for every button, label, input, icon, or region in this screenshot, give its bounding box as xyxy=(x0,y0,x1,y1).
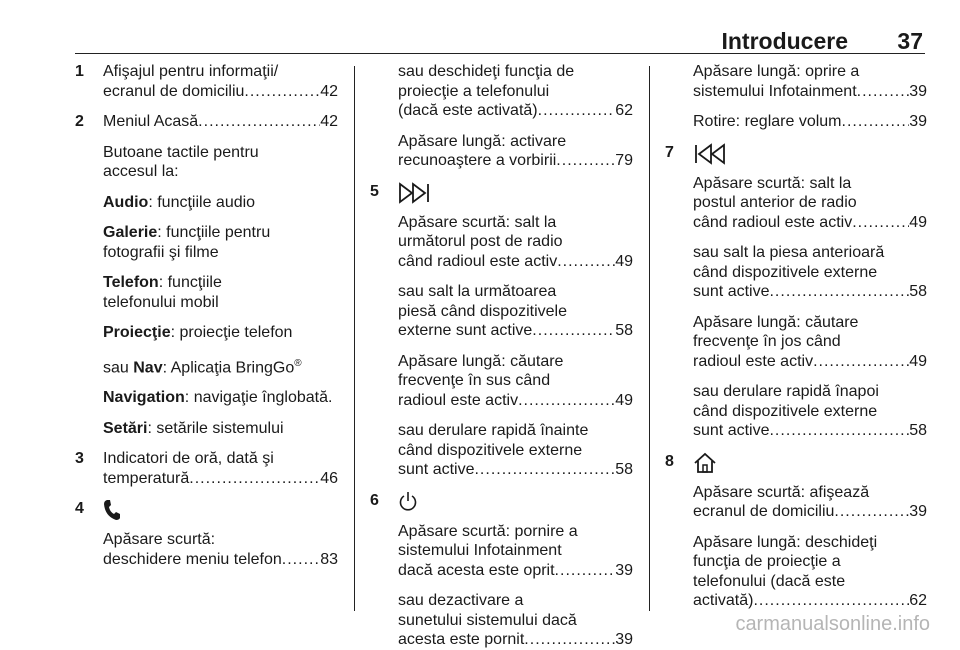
page-ref: 49 xyxy=(615,252,633,270)
column-1 xyxy=(75,62,338,580)
entry-2 xyxy=(75,112,338,132)
toc-line: recunoaştere a vorbirii ..... 79 xyxy=(398,151,633,171)
toc-line: Rotire: reglare volum ..... 39 xyxy=(693,112,927,132)
page-ref: 79 xyxy=(615,152,633,169)
toc-line: activată) ..... 62 xyxy=(693,591,927,611)
label-nav: Nav xyxy=(133,358,163,376)
entry-4: 4 Apăsare scurtă: deschidere meniu telefon ..... 83 xyxy=(75,499,338,569)
toc-line: radioul este activ ..... 49 xyxy=(693,352,927,372)
label-setari: Setări xyxy=(103,419,148,437)
entry-6-cont: Apăsare lungă: oprire a sistemului Infotainment ..... 39 Rotire: reglare volum ..... 39 xyxy=(665,62,927,132)
entry-number: 8 xyxy=(665,452,674,470)
label-telefon: Telefon xyxy=(103,274,159,291)
header-rule xyxy=(75,53,925,54)
entry-number: 5 xyxy=(370,182,379,200)
text-line: Butoane tactile pentru xyxy=(103,143,259,161)
page-ref: 39 xyxy=(909,113,927,130)
power-icon xyxy=(398,491,418,513)
entry-7: 7 Apăsare scurtă: salt la postul anterior de radio când radioul este activ ..... 49 sau salt la piesa anterioară când dispozitivele externe sunt active ..... 58 Apăsare lungă: căutare frecvenţe în jos când radioul este activ ..... 49 sau derulare rapidă înapoi când dispozitivele externe sunt active ..... 58 xyxy=(665,143,927,441)
page-ref: 39 xyxy=(909,503,927,520)
page-title: Introducere xyxy=(721,28,848,54)
page-ref: 42 xyxy=(320,113,338,130)
toc-line: sistemului Infotainment ..... 39 xyxy=(693,82,927,102)
page-ref: 58 xyxy=(909,283,927,300)
page-ref: 39 xyxy=(909,82,927,100)
toc-line: Meniul Acasă ..... 42 xyxy=(103,112,338,132)
label-navigation: Navigation xyxy=(103,389,185,407)
toc-line: externe sunt active ..... 58 xyxy=(398,321,633,341)
toc-line: sunt active ..... 58 xyxy=(398,460,633,480)
entry-3: 3 Indicatori de oră, dată şi temperatură ..... 46 xyxy=(75,449,338,488)
toc-line: deschidere meniu telefon ..... 83 xyxy=(103,550,338,570)
entry-number: 3 xyxy=(75,450,84,468)
column-3 xyxy=(665,62,927,611)
page-ref: 83 xyxy=(320,550,338,568)
page-ref: 49 xyxy=(909,352,927,370)
previous-track-icon xyxy=(693,143,727,165)
toc-line: acesta este pornit ..... 39 xyxy=(398,630,633,650)
entry-2-details: Butoane tactile pentru accesul la: Audio: funcţiile audio Galerie: funcţiile pentru fotografii şi filme Telefon: funcţiile telefonului mobil Proiecţie: proiecţie telefon sau Nav: Aplicaţia BringGo® Navigation: navigaţie înglobată. Setări: setările sistemului xyxy=(75,143,338,439)
page-header xyxy=(0,28,960,56)
page-ref: 49 xyxy=(909,213,927,231)
label-audio: Audio xyxy=(103,193,149,211)
phone-icon xyxy=(103,499,121,521)
page-ref: 62 xyxy=(909,592,927,609)
toc-line: ecranul de domiciliu ..... 39 xyxy=(693,502,927,522)
entry-number: 6 xyxy=(370,491,379,509)
entry-number: 4 xyxy=(75,500,84,518)
entry-number: 2 xyxy=(75,113,84,130)
entry-text: Afişajul pentru informaţii/ xyxy=(103,63,279,80)
page-ref: 58 xyxy=(615,322,633,339)
column-divider-2 xyxy=(649,66,650,611)
toc-line: când radioul este activ ..... 49 xyxy=(693,213,927,233)
entry-number: 7 xyxy=(665,143,674,161)
entry-1 xyxy=(75,62,338,101)
entry-number: 1 xyxy=(75,63,84,80)
label-galerie: Galerie xyxy=(103,224,158,241)
toc-line: ecranul de domiciliu ..... 42 xyxy=(103,82,338,102)
watermark: carmanualsonline.info xyxy=(735,613,930,635)
page-ref: 42 xyxy=(320,82,338,100)
toc-line: sunt active ..... 58 xyxy=(693,282,927,302)
label-proiectie: Proiecţie xyxy=(103,324,171,341)
toc-line: (dacă este activată) ..... 62 xyxy=(398,101,633,121)
toc-line: sunt active ..... 58 xyxy=(693,421,927,441)
column-2 xyxy=(370,62,633,650)
toc-line: când radioul este activ ..... 49 xyxy=(398,252,633,272)
page-ref: 46 xyxy=(320,469,338,487)
toc-line: dacă acesta este oprit ..... 39 xyxy=(398,561,633,581)
page-ref: 62 xyxy=(615,102,633,119)
next-track-icon xyxy=(398,182,432,204)
column-divider-1 xyxy=(354,66,355,611)
page-ref: 58 xyxy=(615,461,633,478)
page-ref: 39 xyxy=(615,561,633,579)
page-ref: 58 xyxy=(909,422,927,439)
page-ref: 39 xyxy=(615,631,633,648)
text-line: accesul la: xyxy=(103,163,179,180)
toc-line: radioul este activ ..... 49 xyxy=(398,391,633,411)
entry-4-cont: sau deschideţi funcţia de proiecţie a telefonului (dacă este activată) ..... 62 Apăsare lungă: activare recunoaştere a vorbirii ..... 79 xyxy=(370,62,633,171)
page-number: 37 xyxy=(897,28,923,54)
entry-8: 8 Apăsare scurtă: afişează ecranul de domiciliu ..... 39 Apăsare lungă: deschideţi funcţia de proiecţie a telefonului (dacă este activată) ..... 62 xyxy=(665,452,927,611)
entry-6: 6 Apăsare scurtă: pornire a sistemului Infotainment dacă acesta este oprit ..... 39 sau dezactivare a sunetului sistemului dacă acesta este pornit ..... 39 xyxy=(370,491,633,650)
home-icon xyxy=(693,452,717,474)
page-ref: 49 xyxy=(615,391,633,409)
toc-line: temperatură ..... 46 xyxy=(103,469,338,489)
entry-5: 5 Apăsare scurtă: salt la următorul post de radio când radioul este activ ..... 49 sau salt la următoarea piesă când dispozitivele externe sunt active ..... 58 Apăsare lungă: căutare frecvenţe în sus când radioul este activ ..... 49 sau derulare rapidă înainte când dispozitivele externe sunt active ..... 58 xyxy=(370,182,633,480)
